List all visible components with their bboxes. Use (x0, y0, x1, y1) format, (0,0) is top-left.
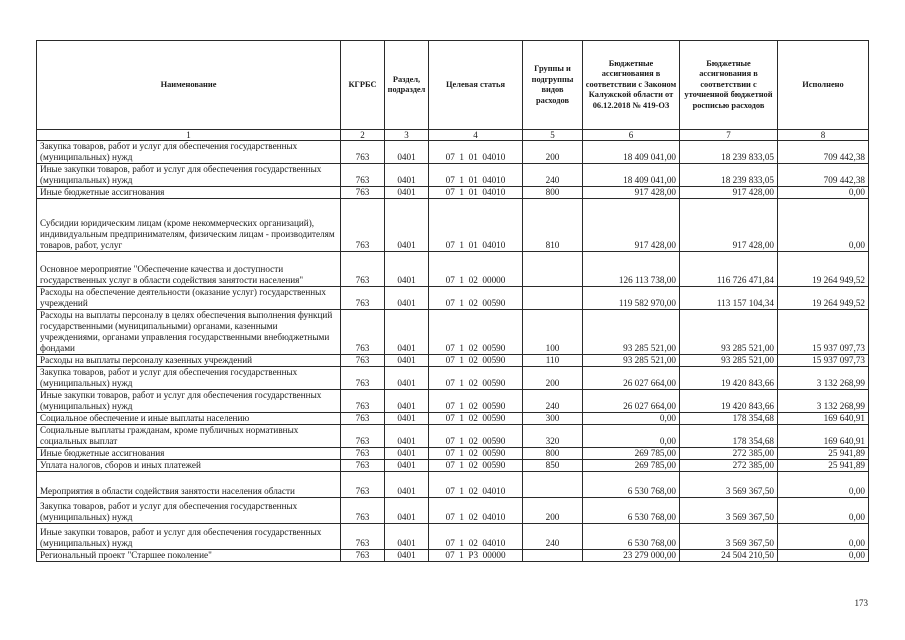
row-target-article: 07 1 02 04010 (429, 498, 523, 524)
row-law-allocation: 93 285 521,00 (583, 355, 680, 367)
row-executed: 15 937 097,73 (778, 355, 869, 367)
row-kgrbs: 763 (341, 498, 385, 524)
row-target-article: 07 1 02 00000 (429, 252, 523, 287)
row-name: Расходы на выплаты персоналу казенных учреждений (37, 355, 341, 367)
table-row (37, 498, 869, 524)
row-executed: 0,00 (778, 187, 869, 199)
column-number: 8 (778, 130, 869, 141)
row-kgrbs: 763 (341, 550, 385, 562)
row-kgrbs: 763 (341, 448, 385, 460)
row-law-allocation: 26 027 664,00 (583, 390, 680, 413)
row-executed: 0,00 (778, 498, 869, 524)
row-refined-allocation: 18 239 833,05 (680, 164, 778, 187)
row-kgrbs: 763 (341, 425, 385, 448)
column-number: 7 (680, 130, 778, 141)
row-kgrbs: 763 (341, 355, 385, 367)
row-section: 0401 (385, 310, 429, 355)
row-name: Расходы на обеспечение деятельности (оказание услуг) государственных учреждений (37, 287, 341, 310)
row-refined-allocation: 917 428,00 (680, 199, 778, 252)
row-expense-group: 850 (523, 460, 583, 472)
header-kgrbs: КГРБС (341, 41, 385, 130)
row-target-article: 07 1 02 00590 (429, 413, 523, 425)
row-refined-allocation: 116 726 471,84 (680, 252, 778, 287)
row-section: 0401 (385, 199, 429, 252)
row-refined-allocation: 19 420 843,66 (680, 367, 778, 390)
row-section: 0401 (385, 141, 429, 164)
row-executed: 0,00 (778, 524, 869, 550)
table-row (37, 550, 869, 562)
row-executed: 0,00 (778, 199, 869, 252)
row-refined-allocation: 178 354,68 (680, 413, 778, 425)
row-kgrbs: 763 (341, 199, 385, 252)
row-section: 0401 (385, 425, 429, 448)
header-target-article: Целевая статья (429, 41, 523, 130)
header-refined-allocation: Бюджетные ассигнования в соответствии с уточненной бюджетной росписью расходов (680, 41, 778, 130)
row-name: Закупка товаров, работ и услуг для обеспечения государственных (муниципальных) нужд (37, 498, 341, 524)
row-name: Субсидии юридическим лицам (кроме некоммерческих организаций), индивидуальным предпринимателям, физическим лицам - производителям товаров, работ, услуг (37, 199, 341, 252)
row-target-article: 07 1 01 04010 (429, 187, 523, 199)
row-expense-group (523, 287, 583, 310)
table-row (37, 287, 869, 310)
row-executed: 25 941,89 (778, 460, 869, 472)
row-law-allocation: 18 409 041,00 (583, 164, 680, 187)
row-law-allocation: 126 113 738,00 (583, 252, 680, 287)
table-row (37, 425, 869, 448)
column-number: 2 (341, 130, 385, 141)
row-target-article: 07 1 P3 00000 (429, 550, 523, 562)
row-law-allocation: 269 785,00 (583, 460, 680, 472)
header-executed: Исполнено (778, 41, 869, 130)
header-name: Наименование (37, 41, 341, 130)
row-target-article: 07 1 01 04010 (429, 164, 523, 187)
header-section: Раздел, подраздел (385, 41, 429, 130)
row-kgrbs: 763 (341, 460, 385, 472)
column-number: 4 (429, 130, 523, 141)
row-refined-allocation: 24 504 210,50 (680, 550, 778, 562)
row-expense-group: 810 (523, 199, 583, 252)
row-law-allocation: 26 027 664,00 (583, 367, 680, 390)
row-target-article: 07 1 02 00590 (429, 448, 523, 460)
row-kgrbs: 763 (341, 187, 385, 199)
row-section: 0401 (385, 187, 429, 199)
table-row (37, 252, 869, 287)
row-section: 0401 (385, 498, 429, 524)
row-target-article: 07 1 02 00590 (429, 310, 523, 355)
row-name: Основное мероприятие "Обеспечение качества и доступности государственных услуг в области содействия занятости населения" (37, 252, 341, 287)
row-section: 0401 (385, 472, 429, 498)
row-executed: 19 264 949,52 (778, 252, 869, 287)
row-kgrbs: 763 (341, 367, 385, 390)
row-target-article: 07 1 02 00590 (429, 355, 523, 367)
row-expense-group: 200 (523, 367, 583, 390)
table-row (37, 390, 869, 413)
row-name: Иные бюджетные ассигнования (37, 448, 341, 460)
row-expense-group: 200 (523, 498, 583, 524)
row-refined-allocation: 917 428,00 (680, 187, 778, 199)
row-executed: 0,00 (778, 550, 869, 562)
row-expense-group (523, 472, 583, 498)
table-row (37, 460, 869, 472)
row-target-article: 07 1 01 04010 (429, 199, 523, 252)
row-name: Уплата налогов, сборов и иных платежей (37, 460, 341, 472)
row-section: 0401 (385, 460, 429, 472)
budget-table (36, 40, 869, 562)
row-kgrbs: 763 (341, 252, 385, 287)
column-number: 3 (385, 130, 429, 141)
column-number-row (37, 130, 869, 141)
table-row (37, 472, 869, 498)
row-refined-allocation: 178 354,68 (680, 425, 778, 448)
row-refined-allocation: 113 157 104,34 (680, 287, 778, 310)
row-law-allocation: 6 530 768,00 (583, 498, 680, 524)
row-law-allocation: 917 428,00 (583, 199, 680, 252)
column-number: 1 (37, 130, 341, 141)
row-expense-group: 110 (523, 355, 583, 367)
table-row (37, 355, 869, 367)
row-refined-allocation: 18 239 833,05 (680, 141, 778, 164)
row-target-article: 07 1 02 00590 (429, 425, 523, 448)
row-expense-group: 240 (523, 164, 583, 187)
row-name: Социальные выплаты гражданам, кроме публичных нормативных социальных выплат (37, 425, 341, 448)
row-name: Иные закупки товаров, работ и услуг для обеспечения государственных (муниципальных) нужд (37, 524, 341, 550)
row-section: 0401 (385, 448, 429, 460)
row-target-article: 07 1 02 00590 (429, 367, 523, 390)
row-executed: 3 132 268,99 (778, 367, 869, 390)
row-name: Закупка товаров, работ и услуг для обеспечения государственных (муниципальных) нужд (37, 141, 341, 164)
row-expense-group: 240 (523, 390, 583, 413)
row-kgrbs: 763 (341, 310, 385, 355)
row-refined-allocation: 272 385,00 (680, 448, 778, 460)
row-executed: 19 264 949,52 (778, 287, 869, 310)
row-refined-allocation: 93 285 521,00 (680, 355, 778, 367)
row-name: Региональный проект "Старшее поколение" (37, 550, 341, 562)
row-law-allocation: 0,00 (583, 413, 680, 425)
row-executed: 25 941,89 (778, 448, 869, 460)
row-target-article: 07 1 01 04010 (429, 141, 523, 164)
row-section: 0401 (385, 367, 429, 390)
row-kgrbs: 763 (341, 164, 385, 187)
row-expense-group: 240 (523, 524, 583, 550)
row-executed: 0,00 (778, 472, 869, 498)
row-section: 0401 (385, 355, 429, 367)
table-row (37, 199, 869, 252)
row-executed: 169 640,91 (778, 413, 869, 425)
row-section: 0401 (385, 252, 429, 287)
row-law-allocation: 119 582 970,00 (583, 287, 680, 310)
header-law-allocation: Бюджетные ассигнования в соответствии с Законом Калужской области от 06.12.2018 № 419-ОЗ (583, 41, 680, 130)
row-refined-allocation: 3 569 367,50 (680, 498, 778, 524)
row-kgrbs: 763 (341, 472, 385, 498)
row-refined-allocation: 19 420 843,66 (680, 390, 778, 413)
row-name: Закупка товаров, работ и услуг для обеспечения государственных (муниципальных) нужд (37, 367, 341, 390)
table-row (37, 367, 869, 390)
row-expense-group: 800 (523, 448, 583, 460)
column-number: 6 (583, 130, 680, 141)
row-section: 0401 (385, 164, 429, 187)
row-refined-allocation: 93 285 521,00 (680, 310, 778, 355)
table-row (37, 141, 869, 164)
row-law-allocation: 917 428,00 (583, 187, 680, 199)
row-law-allocation: 6 530 768,00 (583, 472, 680, 498)
row-executed: 169 640,91 (778, 425, 869, 448)
row-law-allocation: 93 285 521,00 (583, 310, 680, 355)
header-expense-group: Группы и подгруппы видов расходов (523, 41, 583, 130)
row-target-article: 07 1 02 00590 (429, 390, 523, 413)
row-section: 0401 (385, 524, 429, 550)
row-kgrbs: 763 (341, 524, 385, 550)
table-row (37, 524, 869, 550)
column-number: 5 (523, 130, 583, 141)
row-executed: 709 442,38 (778, 164, 869, 187)
row-expense-group (523, 252, 583, 287)
row-name: Иные закупки товаров, работ и услуг для обеспечения государственных (муниципальных) нужд (37, 390, 341, 413)
row-kgrbs: 763 (341, 287, 385, 310)
row-executed: 15 937 097,73 (778, 310, 869, 355)
row-executed: 3 132 268,99 (778, 390, 869, 413)
row-kgrbs: 763 (341, 141, 385, 164)
row-name: Социальное обеспечение и иные выплаты населению (37, 413, 341, 425)
row-name: Мероприятия в области содействия занятости населения области (37, 472, 341, 498)
row-executed: 709 442,38 (778, 141, 869, 164)
row-target-article: 07 1 02 04010 (429, 524, 523, 550)
row-section: 0401 (385, 287, 429, 310)
row-section: 0401 (385, 413, 429, 425)
row-law-allocation: 18 409 041,00 (583, 141, 680, 164)
row-target-article: 07 1 02 04010 (429, 472, 523, 498)
row-refined-allocation: 3 569 367,50 (680, 524, 778, 550)
row-target-article: 07 1 02 00590 (429, 460, 523, 472)
row-kgrbs: 763 (341, 390, 385, 413)
row-law-allocation: 23 279 000,00 (583, 550, 680, 562)
row-name: Иные закупки товаров, работ и услуг для обеспечения государственных (муниципальных) нужд (37, 164, 341, 187)
row-name: Иные бюджетные ассигнования (37, 187, 341, 199)
row-expense-group: 800 (523, 187, 583, 199)
table-row (37, 187, 869, 199)
row-refined-allocation: 3 569 367,50 (680, 472, 778, 498)
row-expense-group (523, 550, 583, 562)
row-expense-group: 100 (523, 310, 583, 355)
table-row (37, 413, 869, 425)
table-row (37, 448, 869, 460)
row-expense-group: 320 (523, 425, 583, 448)
row-law-allocation: 269 785,00 (583, 448, 680, 460)
row-section: 0401 (385, 390, 429, 413)
row-section: 0401 (385, 550, 429, 562)
page-number: 173 (854, 598, 868, 608)
row-kgrbs: 763 (341, 413, 385, 425)
row-law-allocation: 0,00 (583, 425, 680, 448)
row-refined-allocation: 272 385,00 (680, 460, 778, 472)
table-header-row (37, 41, 869, 130)
row-expense-group: 200 (523, 141, 583, 164)
table-row (37, 164, 869, 187)
row-target-article: 07 1 02 00590 (429, 287, 523, 310)
table-row (37, 310, 869, 355)
row-name: Расходы на выплаты персоналу в целях обеспечения выполнения функций государственными (муниципальными) органами, казенными учреждениями, органами управления государственными внебюджетными фондами (37, 310, 341, 355)
row-law-allocation: 6 530 768,00 (583, 524, 680, 550)
row-expense-group: 300 (523, 413, 583, 425)
